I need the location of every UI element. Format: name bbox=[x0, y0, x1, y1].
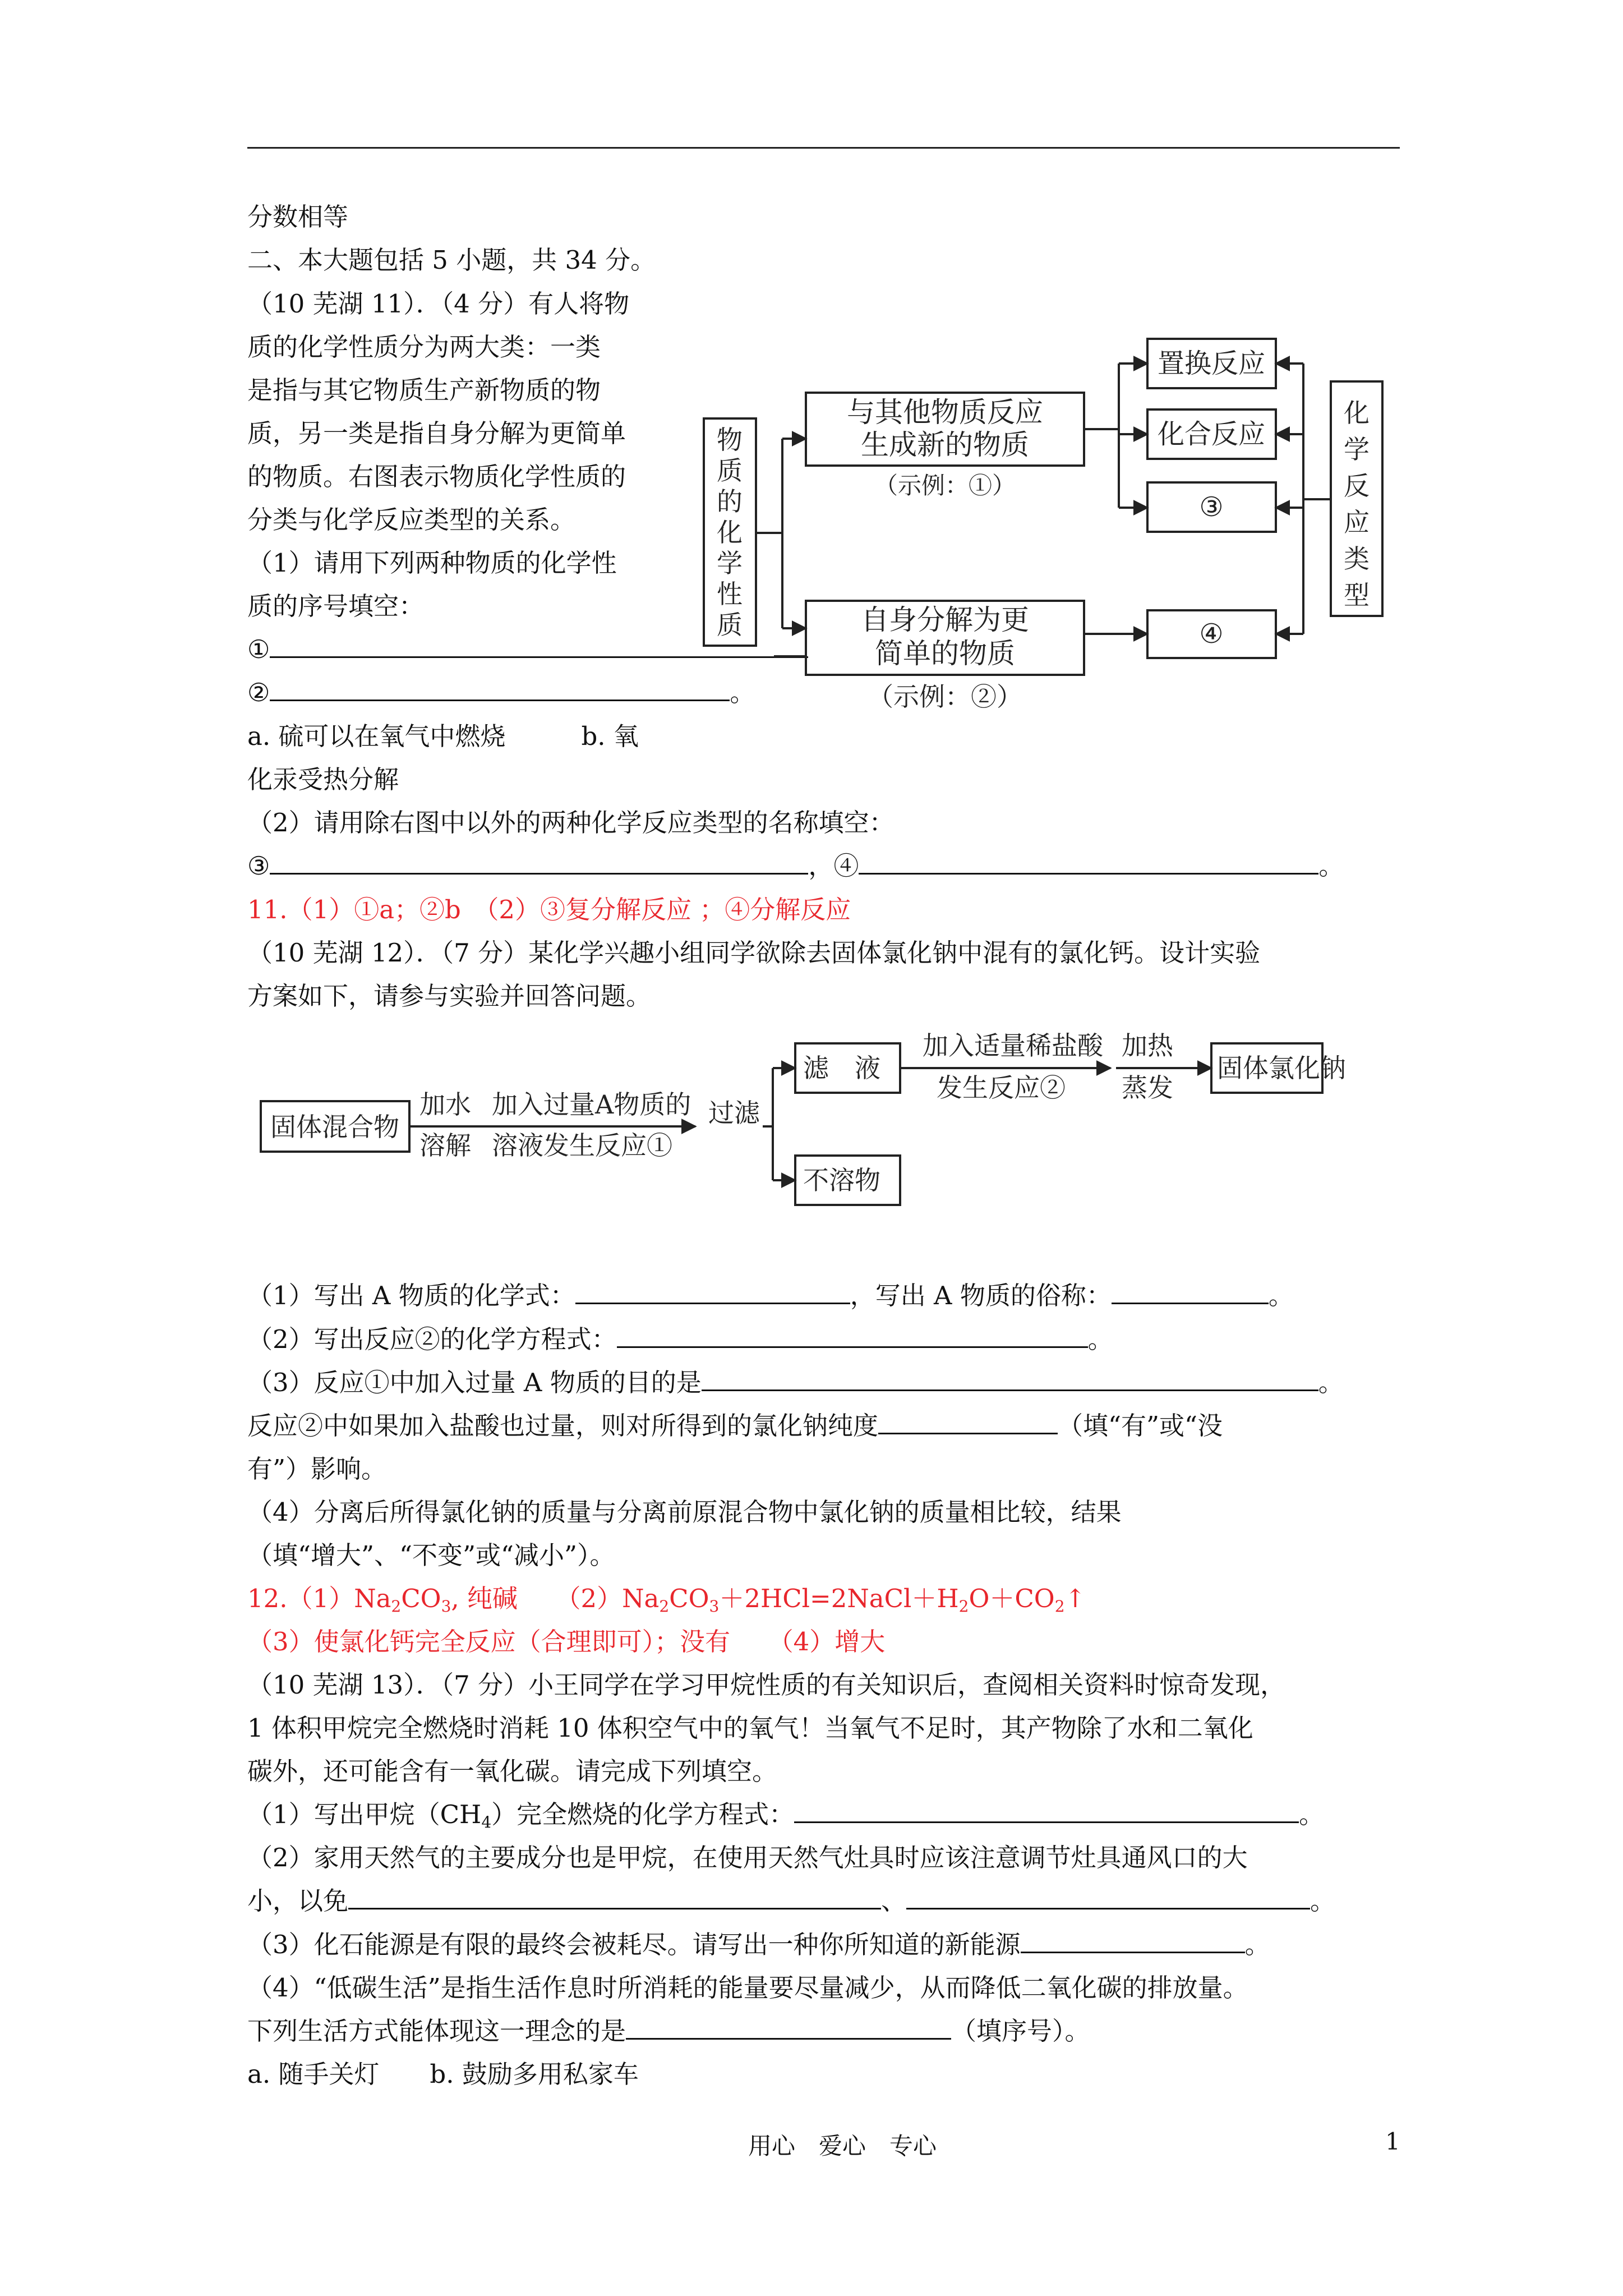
q12-purity-blank[interactable] bbox=[878, 1411, 1058, 1434]
q13-avoid-blank-1[interactable] bbox=[348, 1887, 881, 1910]
q12-q3-row-1 bbox=[247, 1365, 1344, 1401]
page-footer: 用心 爱心 专心 bbox=[748, 2132, 937, 2160]
diagram2-step4-line-2: 蒸发 bbox=[1122, 1073, 1173, 1103]
q11-blank-2-label: ② bbox=[247, 678, 270, 707]
diagram1-right-char-3: 反 bbox=[1344, 471, 1370, 501]
diagram1-right-char-4: 应 bbox=[1344, 507, 1370, 537]
q13-q1-end: 。 bbox=[1299, 1800, 1325, 1829]
q11-p1-line-2: 质的序号填空： bbox=[247, 591, 425, 621]
q13-q1-row bbox=[247, 1797, 1324, 1841]
q11-blank-2-end: 。 bbox=[730, 678, 755, 707]
q13-q1-label: （1）写出甲烷（CH bbox=[247, 1800, 482, 1829]
q12-q2-row bbox=[247, 1322, 1113, 1358]
q12-answer-1-part-a: 12.（1）Na bbox=[247, 1584, 391, 1613]
diagram1-type-2: 化合反应 bbox=[1157, 418, 1266, 450]
q12-answer-1-part-g: ↑ bbox=[1064, 1584, 1086, 1613]
q12-answer-1-part-d: CO bbox=[669, 1584, 709, 1613]
q12-answer-1-sub-2a: 2 bbox=[391, 1597, 402, 1616]
diagram1-right-char-6: 型 bbox=[1344, 580, 1370, 610]
diagram1-left-char-5: 学 bbox=[717, 548, 743, 578]
q13-q4a: （4）“低碳生活”是指生活作息时所消耗的能量要尽量减少，从而降低二氧化碳的排放量。 bbox=[247, 1973, 1248, 2003]
q11-intro-line-2: 质的化学性质分为两大类：一类 bbox=[247, 332, 601, 362]
q12-q1-label-b: ，写出 A 物质的俗称： bbox=[850, 1281, 1112, 1310]
q12-q1-row bbox=[247, 1278, 1294, 1314]
q11-intro-line-5: 的物质。右图表示物质化学性质的 bbox=[247, 462, 626, 491]
q12-common-name-blank[interactable] bbox=[1112, 1281, 1269, 1304]
q13-q1-label-b: ）完全燃烧的化学方程式： bbox=[491, 1800, 795, 1829]
q13-intro-line-1: （10 芜湖 13）．（7 分）小王同学在学习甲烷性质的有关知识后，查阅相关资料时惊奇发现， bbox=[247, 1670, 1286, 1700]
q11-intro-line-6: 分类与化学反应类型的关系。 bbox=[247, 505, 576, 535]
diagram1-left-char-1: 物 bbox=[717, 425, 743, 455]
q12-answer-1-sub-2d: 2 bbox=[1054, 1597, 1065, 1616]
diagram1-upper-example: （示例：①） bbox=[874, 472, 1016, 499]
q12-q3a-end: 。 bbox=[1318, 1368, 1344, 1397]
diagram2-product: 固体氯化钠 bbox=[1217, 1053, 1346, 1083]
q12-answer-1-part-e: ＋2HCl=2NaCl＋H bbox=[719, 1584, 959, 1613]
q13-q4-row bbox=[247, 2013, 1090, 2049]
q11-blank-end: 。 bbox=[1318, 851, 1344, 881]
q11-p2: （2）请用除右图中以外的两种化学反应类型的名称填空： bbox=[247, 808, 895, 838]
q12-answer-1-sub-3b: 3 bbox=[709, 1597, 720, 1616]
q11-options-line-1: a. 硫可以在氧气中燃烧 b. 氧 bbox=[247, 721, 639, 751]
section-lead: 分数相等 bbox=[247, 202, 349, 232]
q13-q4b-label: 下列生活方式能体现这一理念的是 bbox=[247, 2016, 626, 2046]
q13-options: a. 随手关灯 b. 鼓励多用私家车 bbox=[247, 2059, 639, 2089]
q12-answer-2: （3）使氯化钙完全反应（合理即可）；没有 （4）增大 bbox=[247, 1627, 886, 1657]
q12-answer-1-sub-2c: 2 bbox=[958, 1597, 969, 1616]
diagram1-right-char-5: 类 bbox=[1344, 544, 1370, 574]
q12-answer-1-part-b: CO bbox=[401, 1584, 441, 1613]
q11-intro-line-1: （10 芜湖 11）．（4 分）有人将物 bbox=[247, 289, 630, 319]
q12-answer-1 bbox=[247, 1581, 1086, 1625]
q12-q3b-label: 反应②中如果加入盐酸也过量，则对所得到的氯化钠纯度 bbox=[247, 1411, 879, 1441]
q13-intro-line-2: 1 体积甲烷完全燃烧时消耗 10 体积空气中的氧气！当氧气不足时，其产物除了水和二氧化 bbox=[247, 1713, 1253, 1743]
q13-intro-line-3: 碳外，还可能含有一氧化碳。请完成下列填空。 bbox=[247, 1756, 778, 1786]
q12-answer-1-part-c: , 纯碱 （2）Na bbox=[451, 1584, 660, 1613]
q12-purpose-blank[interactable] bbox=[702, 1368, 1318, 1391]
q13-q4b-end: （填序号）。 bbox=[951, 2016, 1090, 2046]
q13-q3-row bbox=[247, 1927, 1270, 1963]
q12-q2-label: （2）写出反应②的化学方程式： bbox=[247, 1324, 617, 1354]
section-heading: 二、本大题包括 5 小题，共 34 分。 bbox=[247, 245, 656, 275]
q12-equation-blank[interactable] bbox=[617, 1325, 1088, 1348]
diagram2-step2-line-1: 加入过量A物质的 bbox=[492, 1089, 691, 1120]
q13-avoid-blank-2[interactable] bbox=[906, 1887, 1310, 1910]
diagram2-step1-line-2: 溶解 bbox=[419, 1130, 471, 1161]
q11-intro-line-4: 质，另一类是指自身分解为更简单 bbox=[247, 418, 626, 448]
q13-q2-row bbox=[247, 1883, 1335, 1919]
q13-q3-end: 。 bbox=[1244, 1930, 1270, 1959]
diagram1-left-char-6: 性 bbox=[717, 579, 743, 609]
q12-q1-end: 。 bbox=[1268, 1281, 1294, 1310]
q12-q4b: （填“增大”、“不变”或“减小”）。 bbox=[247, 1540, 615, 1570]
q11-intro-line-3: 是指与其它物质生产新物质的物 bbox=[247, 375, 601, 405]
q12-formula-blank[interactable] bbox=[575, 1281, 850, 1304]
q12-q3-row-2 bbox=[247, 1408, 1223, 1444]
q12-answer-1-sub-2b: 2 bbox=[659, 1597, 670, 1616]
q11-p1-line-1: （1）请用下列两种物质的化学性 bbox=[247, 548, 617, 578]
diagram2-filtrate: 滤 液 bbox=[803, 1053, 880, 1083]
q13-q2a: （2）家用天然气的主要成分也是甲烷，在使用天然气灶具时应该注意调节灶具通风口的大 bbox=[247, 1843, 1248, 1872]
diagram1-lower-line-2: 简单的物质 bbox=[875, 637, 1015, 670]
diagram2-filter: 过滤 bbox=[708, 1098, 760, 1128]
diagram2-start: 固体混合物 bbox=[270, 1112, 399, 1142]
diagram2-step1-line-1: 加水 bbox=[419, 1089, 471, 1120]
diagram2-step3-line-1: 加入适量稀盐酸 bbox=[923, 1030, 1103, 1061]
q12-q2-end: 。 bbox=[1087, 1324, 1113, 1354]
diagram1-right-char-1: 化 bbox=[1344, 398, 1370, 428]
diagram1-type-3: ③ bbox=[1199, 491, 1224, 523]
q12-q4a: （4）分离后所得氯化钠的质量与分离前原混合物中氯化钠的质量相比较，结果 bbox=[247, 1497, 1122, 1527]
q12-answer-1-sub-3a: 3 bbox=[441, 1597, 451, 1616]
page-number: 1 bbox=[1385, 2128, 1400, 2155]
diagram1-right-char-2: 学 bbox=[1344, 434, 1370, 464]
q13-equation-blank[interactable] bbox=[794, 1800, 1299, 1823]
diagram2-step4-line-1: 加热 bbox=[1122, 1030, 1173, 1061]
diagram1-left-char-7: 质 bbox=[717, 610, 743, 640]
diagram2-step3-line-2: 发生反应② bbox=[937, 1073, 1066, 1103]
q12-q3c: 有”）影响。 bbox=[247, 1454, 387, 1484]
q11-blank-1-label: ① bbox=[247, 634, 270, 664]
diagram1-upper-line-1: 与其他物质反应 bbox=[847, 396, 1043, 429]
diagram1-left-char-2: 质 bbox=[717, 455, 743, 486]
q11-options-line-2: 化汞受热分解 bbox=[247, 765, 399, 794]
q12-intro-line-2: 方案如下，请参与实验并回答问题。 bbox=[247, 981, 652, 1011]
q11-blank-sep: ，④ bbox=[808, 851, 859, 881]
diagram1-type-1: 置换反应 bbox=[1157, 348, 1266, 379]
q12-q3b-end: （填“有”或“没 bbox=[1058, 1411, 1223, 1441]
diagram1-type-4: ④ bbox=[1199, 618, 1224, 650]
q13-choice-blank[interactable] bbox=[626, 2017, 951, 2040]
q13-q1-sub: 4 bbox=[481, 1813, 492, 1832]
q13-energy-blank[interactable] bbox=[1021, 1930, 1245, 1953]
diagram2-residue: 不溶物 bbox=[803, 1165, 880, 1195]
q11-blank-3-label: ③ bbox=[247, 851, 270, 881]
diagram1-left-char-4: 化 bbox=[717, 517, 743, 547]
q12-answer-1-part-f: O＋CO bbox=[969, 1584, 1055, 1613]
q13-q3-label: （3）化石能源是有限的最终会被耗尽。请写出一种你所知道的新能源 bbox=[247, 1930, 1021, 1959]
q12-q3a-label: （3）反应①中加入过量 A 物质的目的是 bbox=[247, 1368, 702, 1397]
diagram1-left-char-3: 的 bbox=[717, 486, 743, 517]
diagram1-lower-example: （示例：②） bbox=[868, 682, 1022, 712]
q13-q2b-sep: 、 bbox=[881, 1886, 907, 1916]
diagram1-lower-line-1: 自身分解为更 bbox=[861, 604, 1029, 636]
q12-q1-label-a: （1）写出 A 物质的化学式： bbox=[247, 1281, 575, 1310]
q13-q2b-label: 小，以免 bbox=[247, 1886, 349, 1916]
diagram1-upper-line-2: 生成新的物质 bbox=[861, 429, 1029, 461]
diagram2-step2-line-2: 溶液发生反应① bbox=[492, 1130, 672, 1161]
q13-q2b-end: 。 bbox=[1310, 1886, 1336, 1916]
q12-intro-line-1: （10 芜湖 12）．（7 分）某化学兴趣小组同学欲除去固体氯化钠中混有的氯化钙。设计实验 bbox=[247, 938, 1261, 968]
q11-answer: 11.（1）①a；②b （2）③复分解反应 ；④分解反应 bbox=[247, 895, 851, 924]
